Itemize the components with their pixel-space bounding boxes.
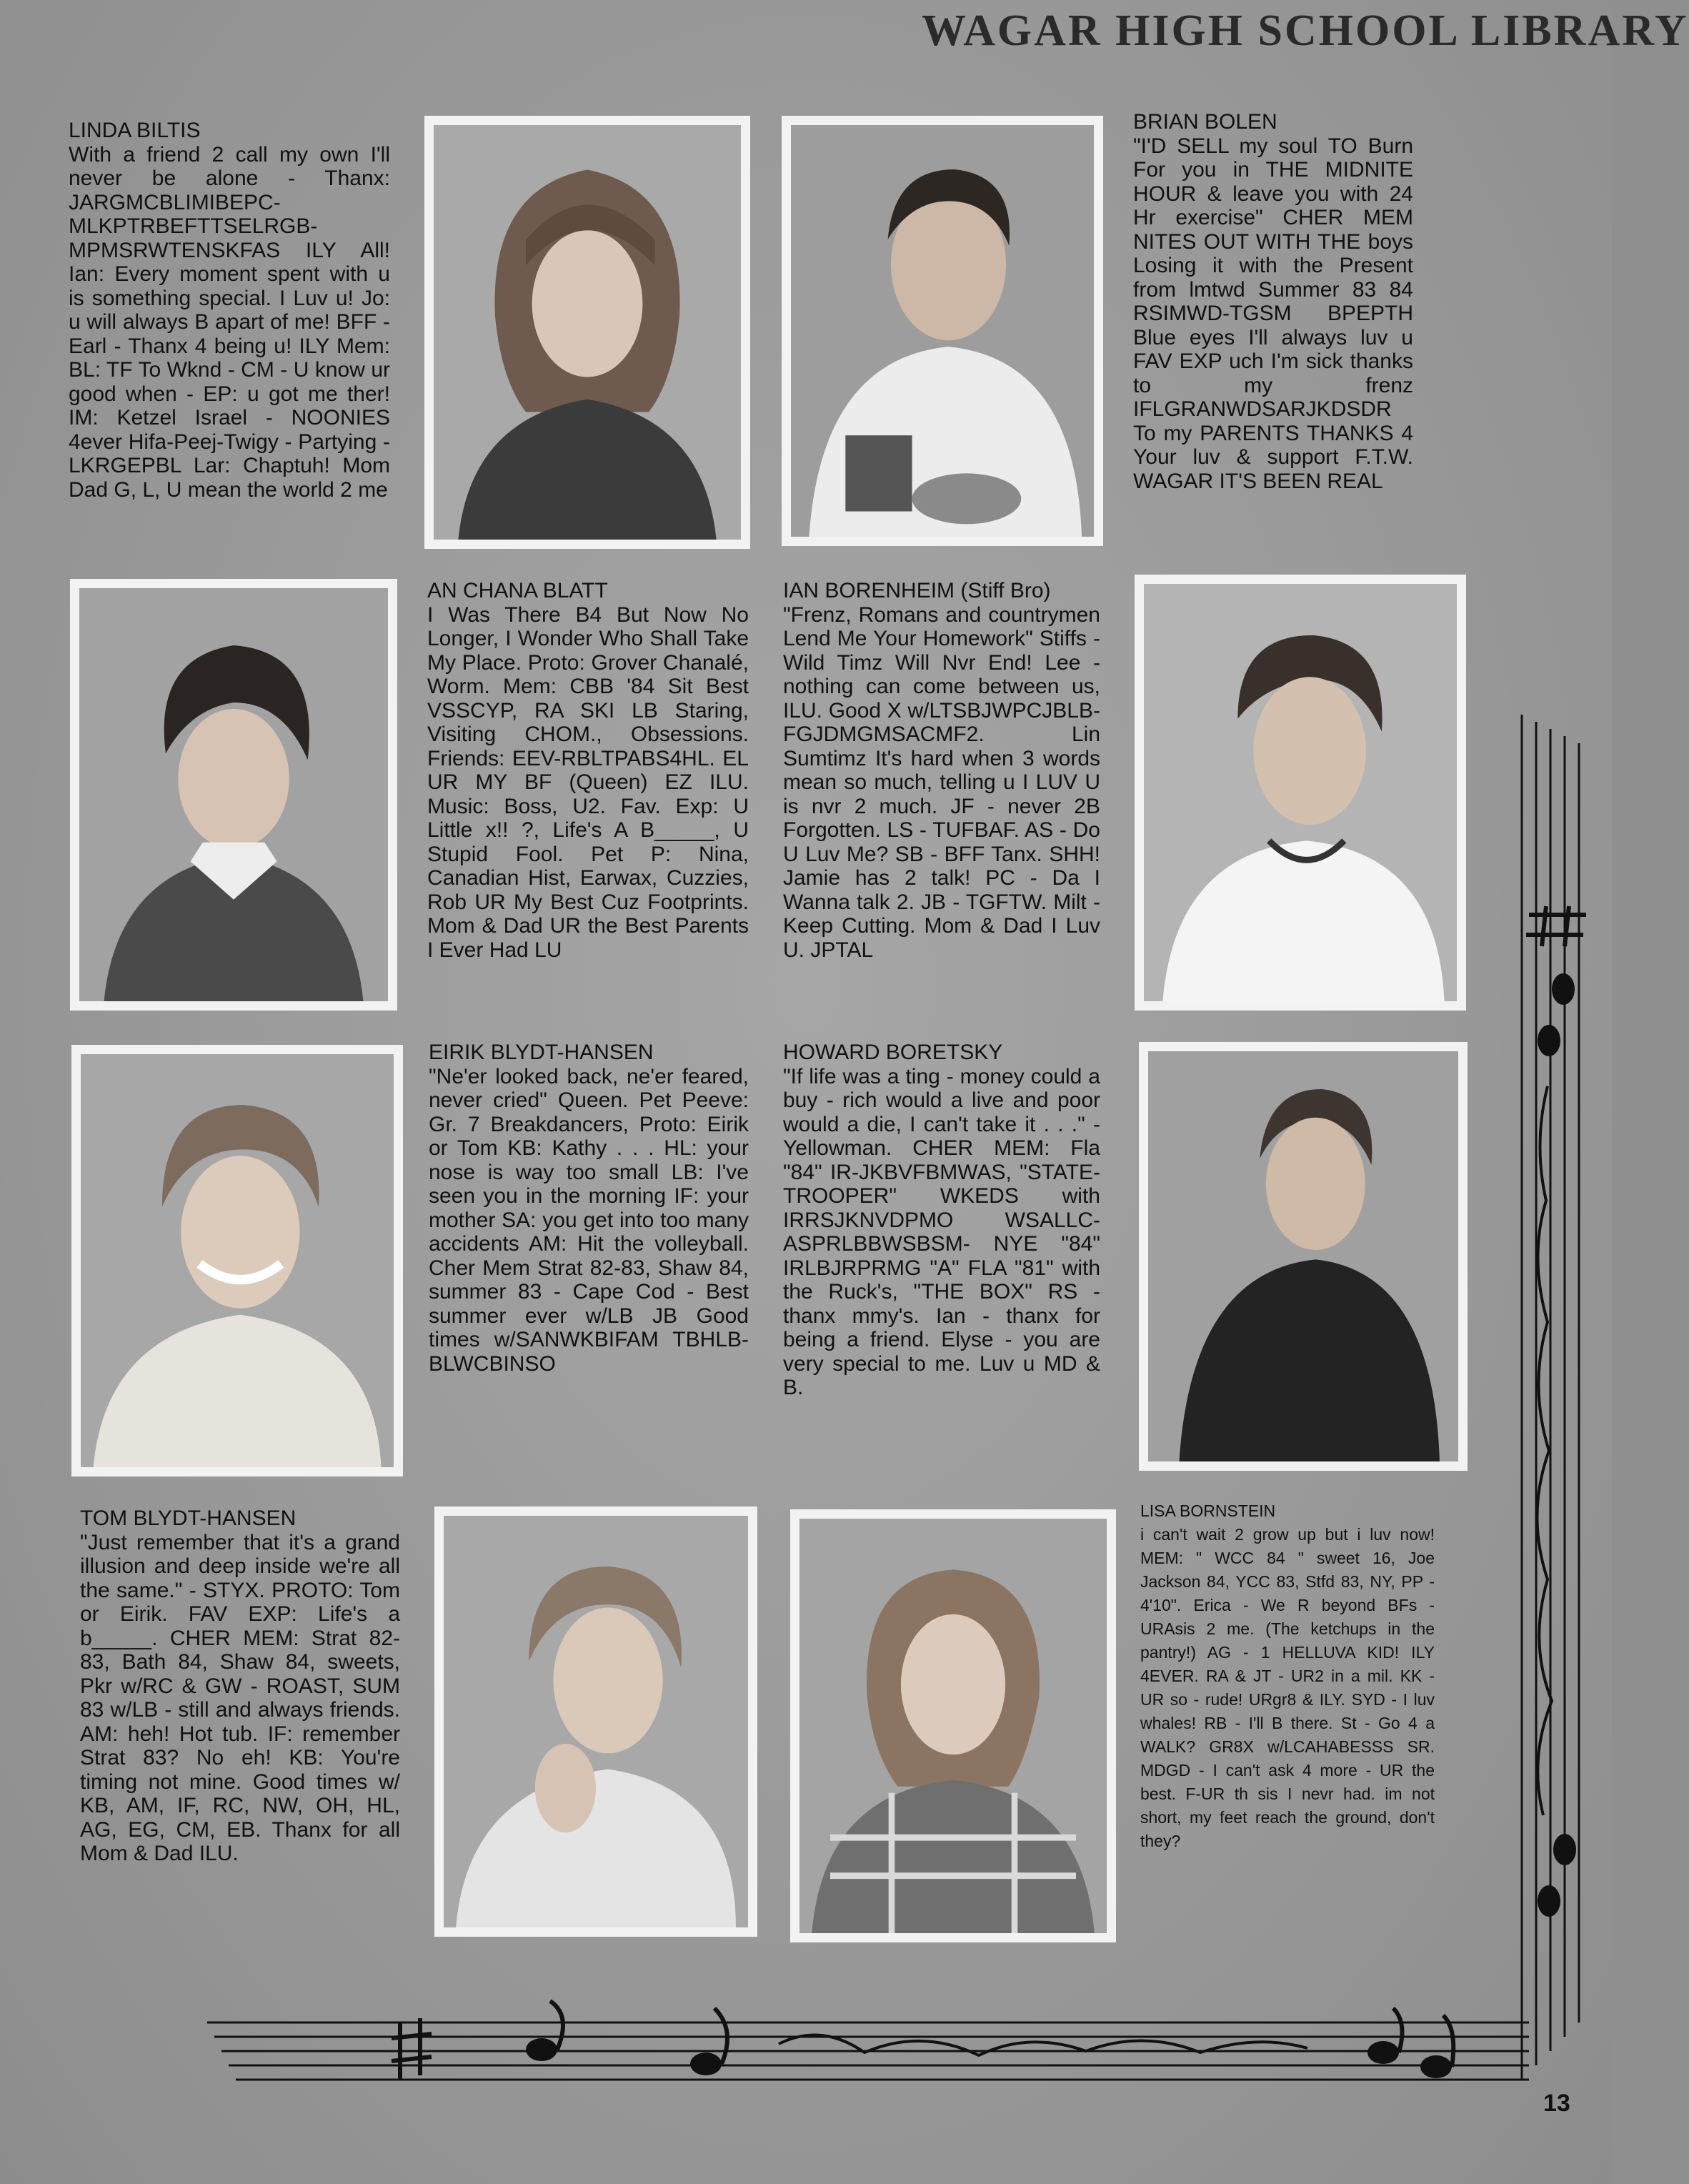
student-message: "Ne'er looked back, ne'er feared, never cried" Queen. Pet Peeve: Gr. 7 Breakdancers, Proto: Eirik or Tom KB: Kathy . . . HL: your nose is way too small LB: I've seen you in the morning IF: your mother SA: you get into too many accidents AM: Hit the volleyball. Cher Mem Strat 82-83, Shaw 84, summer 83 - Cape Cod - Best summer ever w/LB JB Good times w/SANWKBIFAM TBHLB-BLWCBINSO — [429, 1064, 749, 1376]
student-message: i can't wait 2 grow up but i luv now! MEM: " WCC 84 " sweet 16, Joe Jackson 84, YCC 83, Stfd 83, NY, PP - 4'10". Erica - We R beyond BFs - URAsis 2 me. (The ketchups in the pantry!) AG - 1 HELLUVA KID! ILY 4EVER. RA & JT - UR2 in a mil. KK - UR so - rude! URgr8 & ILY. SYD - I luv whales! RB - I'll B there. St - Go 4 a WALK? GR8X w/LCAHABESSS SR. MDGD - I can't ask 4 more - UR the best. F-UR th sis I nevr had. im not short, my feet reach the ground, don't they? — [1140, 1525, 1435, 1850]
page-number: 13 — [1543, 2090, 1570, 2117]
student-name: IAN BORENHEIM (Stiff Bro) — [783, 579, 1051, 602]
student-message: I Was There B4 But Now No Longer, I Wonder Who Shall Take My Place. Proto: Grover Chanalé, Worm. Mem: CBB '84 Sit Best VSSCYP, RA SKI LB Staring, Visiting CHOM., Obsessions. Friends: EEV-RBLTPABS4HL. EL UR MY BF (Queen) EZ ILU. Music: Boss, U2. Fav. Exp: U Little x!! ?, Life's A B_____, U Stupid Fool. Pet P: Nina, Canadian Hist, Earwax, Cuzzies, Rob UR My Best Cuz Footprints. Mom & Dad UR the Best Parents I Ever Had LU — [427, 602, 749, 962]
library-stamp: WAGAR HIGH SCHOOL LIBRARY — [922, 6, 1689, 55]
student-name: AN CHANA BLATT — [427, 579, 608, 602]
student-name: HOWARD BORETSKY — [783, 1041, 1003, 1064]
student-name: BRIAN BOLEN — [1133, 110, 1277, 134]
student-message: "Frenz, Romans and countrymen Lend Me Your Homework" Stiffs - Wild Timz Will Nvr End! Lee - nothing can come between us, ILU. Good X w/LTSBJWPCJBLB-FGJDMGMSACMF2. Lin Sumtimz It's hard when 3 words mean so much, telling u I LUV U is nvr 2 much. JF - never 2B Forgotten. LS - TUFBAF. AS - Do U Luv Me? SB - BFF Tanx. SHH! Jamie has 2 talk! PC - Da I Wanna talk 2. JB - TGFTW. Milt - Keep Cutting. Mom & Dad I Luv U. JPTAL — [783, 602, 1100, 962]
student-name: LINDA BILTIS — [69, 119, 201, 142]
student-message: "I'D SELL my soul TO Burn For you in THE MIDNITE HOUR & leave you with 24 Hr exercise" CHER MEM NITES OUT WITH THE boys Losing it with the Present from lmtwd Summer 83 84 RSIMWD-TGSM BPEPTH Blue eyes I'll always luv u FAV EXP uch I'm sick thanks to my frenz IFLGRANWDSARJKDSDR To my PARENTS THANKS 4 Your luv & support F.T.W. WAGAR IT'S BEEN REAL — [1133, 134, 1413, 493]
student-name: TOM BLYDT-HANSEN — [80, 1507, 297, 1530]
student-message: "Just remember that it's a grand illusion and deep inside we're all the same." - STYX. PROTO: Tom or Eirik. FAV EXP: Life's a b_____. CHER MEM: Strat 82-83, Bath 84, Shaw 84, sweets, Pkr w/RC & GW - ROAST, SUM 83 w/LB - still and always friends. AM: heh! Hot tub. IF: remember Strat 83? No eh! KB: You're timing not mine. Good times w/ KB, AM, IF, RC, NW, OH, HL, AG, EG, CM, EB. Thanx for all Mom & Dad ILU. — [80, 1530, 400, 1865]
student-name: EIRIK BLYDT-HANSEN — [429, 1041, 654, 1064]
student-name: LISA BORNSTEIN — [1140, 1502, 1276, 1520]
student-message: "If life was a ting - money could a buy - rich would a live and poor would a die, I can't take it . . ." - Yellowman. CHER MEM: Fla "84" IR-JKBVFBMWAS, "STATE-TROOPER" WKEDS with IRRSJKNVDPMO WSALLC-ASPRLBBWSBSM- NYE "84" IRLBJRPRMG "A" FLA "81" with the Ruck's, "THE BOX" RS - thanx mmy's. Ian - thanx for being a friend. Elyse - you are very special to me. Luv u MD & B. — [783, 1064, 1100, 1399]
student-message: With a friend 2 call my own I'll never be alone - Thanx: JARGMCBLIMIBEPC-MLKPTRBEFTTSELRGB-MPMSRWTENSKFAS ILY All! Ian: Every moment spent with u is something special. I Luv u! Jo: u will always B apart of me! BFF - Earl - Thanx 4 being u! ILY Mem: BL: TF To Wknd - CM - U know ur good when - EP: u got me ther! IM: Ketzel Israel - NOONIES 4ever Hifa-Peej-Twigy - Partying - LKRGEPBL Lar: Chaptuh! Mom Dad G, L, U mean the world 2 me — [69, 142, 390, 502]
